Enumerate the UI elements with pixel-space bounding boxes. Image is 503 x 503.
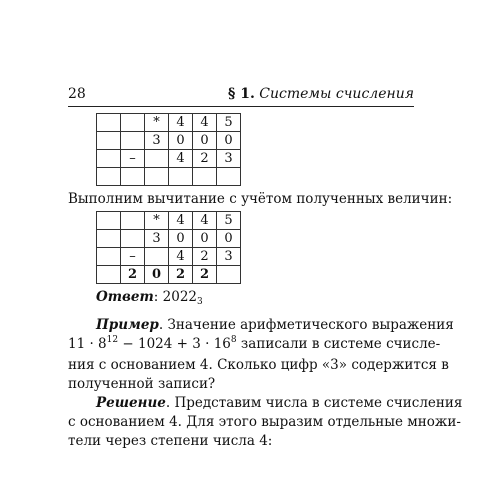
table-row	[97, 248, 241, 266]
table-row	[97, 132, 241, 150]
table-cell: 5	[217, 114, 241, 132]
section-number: § 1.	[228, 86, 255, 102]
table-cell: 4	[169, 114, 193, 132]
header-rule	[68, 106, 414, 107]
table-cell	[97, 132, 121, 150]
table-cell: 4	[169, 212, 193, 230]
example-text: записали в системе счисле-	[236, 336, 441, 352]
page-number: 28	[68, 86, 86, 102]
table-cell	[97, 212, 121, 230]
subtraction-table-1	[96, 113, 241, 186]
table-cell	[121, 212, 145, 230]
table-row	[97, 150, 241, 168]
table-cell	[121, 168, 145, 186]
solution-paragraph	[68, 394, 462, 451]
table-cell	[121, 230, 145, 248]
table-cell: 4	[193, 114, 217, 132]
table-cell: 0	[193, 132, 217, 150]
table-cell: 0	[217, 132, 241, 150]
table-row	[97, 212, 241, 230]
table-cell	[97, 266, 121, 284]
table-cell	[97, 150, 121, 168]
table-cell	[97, 168, 121, 186]
table-cell: 4	[169, 248, 193, 266]
table-cell	[217, 168, 241, 186]
answer-base: 3	[197, 297, 203, 307]
table-cell	[145, 248, 169, 266]
table-cell	[169, 168, 193, 186]
answer-value: 2022	[162, 289, 198, 305]
table-cell: 0	[217, 230, 241, 248]
table-row-result	[97, 266, 241, 284]
table-cell: *	[145, 114, 169, 132]
table-cell: 4	[169, 150, 193, 168]
example-label: Пример	[96, 317, 159, 333]
table-cell: 3	[217, 150, 241, 168]
table-cell	[193, 168, 217, 186]
table-cell: 0	[193, 230, 217, 248]
example-text: . Значение арифметического выражения	[158, 317, 454, 333]
solution-label: Решение	[96, 395, 166, 411]
answer-line	[96, 288, 203, 309]
intro-line: Выполним вычитание с учётом полученных величин:	[68, 191, 453, 207]
result-digit: 2	[193, 266, 217, 284]
result-digit: 0	[145, 266, 169, 284]
expression-part: 11 · 8	[68, 336, 107, 352]
section-title: Системы счисления	[259, 86, 414, 102]
table-cell: 5	[217, 212, 241, 230]
table-cell: 0	[169, 230, 193, 248]
answer-label: Ответ	[96, 289, 154, 305]
solution-text: . Представим числа в системе счисления	[165, 395, 463, 411]
example-text: полученной записи?	[68, 376, 216, 392]
table-row	[97, 230, 241, 248]
table-row	[97, 114, 241, 132]
table-cell	[121, 114, 145, 132]
table-cell: –	[121, 150, 145, 168]
section-heading	[228, 86, 414, 102]
table-cell: 3	[145, 230, 169, 248]
exponent: 12	[106, 335, 119, 345]
table-cell	[145, 150, 169, 168]
table-cell	[97, 230, 121, 248]
table-cell: 2	[193, 248, 217, 266]
table-cell: 2	[193, 150, 217, 168]
table-cell: *	[145, 212, 169, 230]
example-text: ния с основанием 4. Сколько цифр «3» содержится в	[68, 357, 449, 373]
solution-text: тели через степени числа 4:	[68, 433, 273, 449]
expression-part: − 1024 + 3 · 16	[118, 336, 231, 352]
table-cell: 4	[193, 212, 217, 230]
table-cell	[217, 266, 241, 284]
table-cell	[97, 248, 121, 266]
table-cell: 3	[145, 132, 169, 150]
table-cell	[97, 114, 121, 132]
table-cell	[145, 168, 169, 186]
result-digit: 2	[169, 266, 193, 284]
subtraction-table-2	[96, 211, 241, 284]
table-cell: 3	[217, 248, 241, 266]
table-cell	[121, 132, 145, 150]
answer-colon: :	[153, 289, 159, 305]
result-digit: 2	[121, 266, 145, 284]
exponent: 8	[230, 335, 237, 345]
table-row	[97, 168, 241, 186]
table-cell: –	[121, 248, 145, 266]
table-cell: 0	[169, 132, 193, 150]
solution-text: с основанием 4. Для этого выразим отдельные множи-	[68, 414, 461, 430]
example-paragraph	[68, 316, 454, 394]
